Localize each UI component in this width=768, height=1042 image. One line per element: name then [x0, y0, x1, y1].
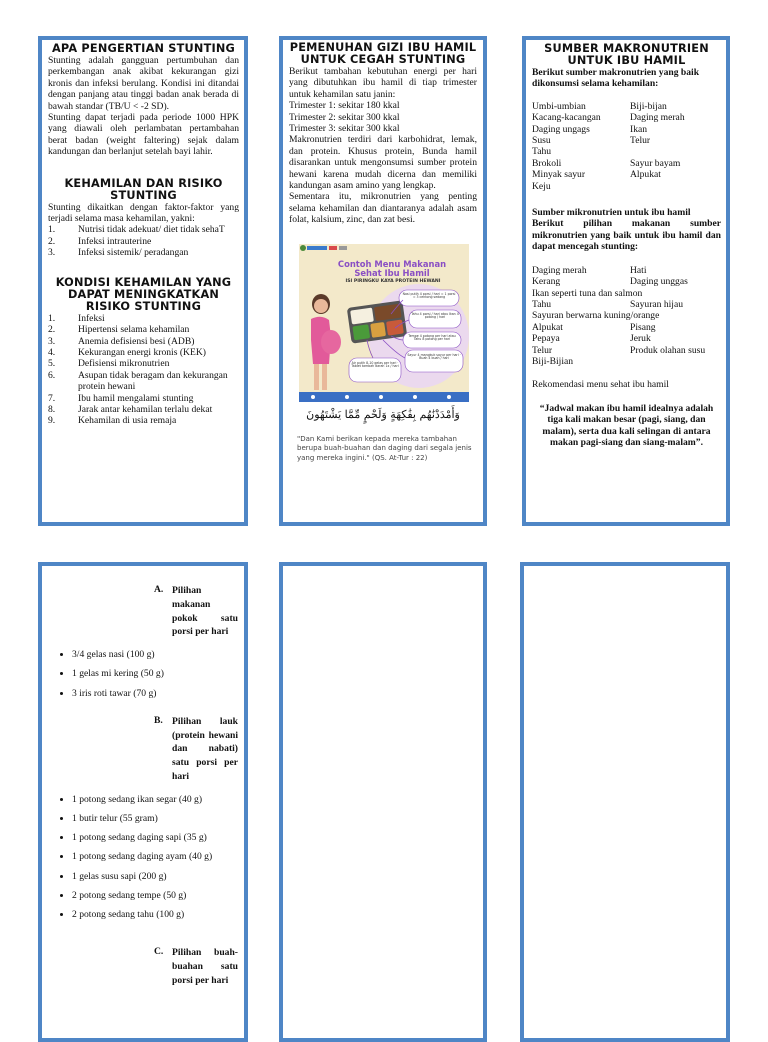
heading-kehamilan-risiko: KEHAMILAN DAN RISIKO STUNTING: [64, 176, 223, 202]
poster-title: Contoh Menu Makanan Sehat Ibu Hamil: [337, 258, 447, 278]
paragraph-definisi: Stunting adalah gangguan pertumbuhan dan perkembangan anak akibat kekurangan gizi kronis dan infeksi berulang. Kondisi ini ditandai dengan panjang atau tinggi badan anak berada di bawah standar (TB/U < -2 SD).: [48, 55, 239, 112]
verse-translation: "Dan Kami berikan kepada mereka tambahan berupa buah-buahan dan daging dari segala jenis yang mereka ingini." (QS. At-Tur : 22): [297, 434, 472, 462]
table-row: Minyak sayur Alpukat: [532, 169, 661, 181]
poster-bubble: Air putih 8-10 gelas per hari · Tablet tambah darah 1x / hari: [351, 360, 399, 369]
table-row: Brokoli Sayur bayam: [532, 157, 681, 169]
paragraph-mikronutrien: Sementara itu, mikronutrien yang penting selama kehamilan dan diantaranya adalah asam folat, kalsium, zinc, dan zat besi.: [289, 191, 477, 226]
panel-pengertian-stunting: [38, 36, 248, 526]
paragraph-1000-hpk: Stunting dapat terjadi pada periode 1000 HPK yang diawali oleh perlambatan pertambahan berat badan (weight faltering) sejak dalam kandungan dan berlanjut setelah bayi lahir.: [48, 112, 239, 158]
table-row: Daging ungags Ikan: [532, 123, 648, 135]
table-mikronutrien: [532, 265, 705, 368]
list-item: 7. Ibu hamil mengalami stunting: [48, 392, 194, 404]
list-kondisi-risiko: [48, 313, 239, 427]
table-row: Ikan seperti tuna dan salmon: [532, 287, 643, 299]
list-item: 9. Kehamilan di usia remaja: [48, 415, 177, 427]
paragraph-makro-intro: Berikut sumber makronutrien yang baik dikonsumsi selama kehamilan:: [532, 67, 700, 90]
list-item: 2. Hipertensi selama kehamilan: [48, 324, 190, 336]
table-row: Keju: [532, 180, 551, 192]
list-item: • 2 potong sedang tempe (50 g): [72, 886, 240, 905]
table-row: Sayuran berwarna kuning/orange: [532, 310, 660, 322]
section-a-heading: A. Pilihan makanan pokok satu porsi per hari: [154, 584, 238, 638]
table-row: Pepaya Jeruk: [532, 333, 651, 345]
arabic-verse: وَأَمْدَدْنَٰهُم بِفَٰكِهَةٍ وَلَحْمٍ مِّمَّا يَشْتَهُونَ: [306, 407, 460, 421]
list-item: • 3 iris roti tawar (70 g): [72, 684, 240, 703]
paragraph-faktor: Stunting dikaitkan dengan faktor-faktor yang terjadi selama masa kehamilan, yakni:: [48, 201, 239, 225]
table-row: Kacang-kacangan Daging merah: [532, 112, 685, 124]
heading-apa-pengertian: APA PENGERTIAN STUNTING: [51, 42, 236, 55]
table-row: Telur Produk olahan susu: [532, 344, 706, 356]
list-item: 1. Infeksi: [48, 312, 105, 324]
list-item: • 1 gelas susu sapi (200 g): [72, 867, 240, 886]
paragraph-makronutrien: Makronutrien terdiri dari karbohidrat, lemak, dan protein. Khusus protein, Bunda hamil disarankan untuk mengonsumsi sumber protein hewani karena mudah dicerna dan memiliki kandungan asam amino yang lengkap.: [289, 134, 477, 192]
list-item: 3. Infeksi sistemik/ peradangan: [48, 247, 189, 259]
heading-mikronutrien: Sumber mikronutrien untuk ibu hamil: [532, 207, 691, 219]
list-lauk: [48, 790, 240, 924]
list-item: • 2 potong sedang tahu (100 g): [72, 905, 240, 924]
poster-bubble: Sayur 4 mangkuk sayur per hari · Buah 4 buah / hari: [407, 352, 461, 361]
list-item: • 1 potong sedang ikan segar (40 g): [72, 790, 240, 809]
list-item: 4. Kekurangan energi kronis (KEK): [48, 346, 206, 358]
poster-menu-ibu-hamil: [299, 244, 469, 402]
poster-subtitle: ISI PIRINGKU KAYA PROTEIN HEWANI: [345, 278, 441, 284]
table-row: Alpukat Pisang: [532, 321, 656, 333]
list-item: 1. Nutrisi tidak adekuat/ diet tidak sehaT: [48, 224, 225, 236]
poster-bubble: Tempe 4 potong per hari atau Tahu 8 potong per hari: [408, 333, 456, 342]
trimester-3: Trimester 3: sekitar 300 kkal: [289, 123, 400, 135]
list-item: • 1 gelas mi kering (50 g): [72, 664, 240, 683]
poster-bubble: Nasi putih 4 porsi / hari = 1 porsi = 3 centong sedang: [402, 291, 456, 300]
list-item: • 1 potong sedang daging ayam (40 g): [72, 847, 240, 866]
paragraph-mikro-intro: Berikut pilihan makanan sumber mikronutrien yang baik untuk ibu hamil dan dapat mencegah stunting:: [532, 218, 721, 253]
list-faktor-kehamilan: [48, 224, 239, 258]
heading-kondisi-kehamilan: KONDISI KEHAMILAN YANG DAPAT MENINGKATKAN RISIKO STUNTING: [55, 275, 232, 313]
list-item: 3. Anemia defisiensi besi (ADB): [48, 335, 195, 347]
rekomendasi-label: Rekomendasi menu sehat ibu hamil: [532, 379, 669, 391]
list-item: 8. Jarak antar kehamilan terlalu dekat: [48, 403, 213, 415]
poster-bubble: Tahu 4 porsi / hari atau Ikan 4 potong / hari: [411, 311, 459, 320]
panel-empty-right: [520, 562, 730, 1042]
list-item: • 1 potong sedang daging sapi (35 g): [72, 828, 240, 847]
section-c-heading: C. Pilihan buah-buahan satu porsi per hari: [154, 946, 238, 986]
panel-pemenuhan-gizi: [279, 36, 487, 526]
trimester-2: Trimester 2: sekitar 300 kkal: [289, 111, 400, 123]
table-row: Biji-Bijian: [532, 355, 574, 367]
panel-pilihan-makanan: [38, 562, 248, 1042]
heading-sumber-makronutrien: SUMBER MAKRONUTRIEN UNTUK IBU HAMIL: [544, 42, 709, 67]
panel-empty-middle: [279, 562, 487, 1042]
panel-sumber-makronutrien: [522, 36, 730, 526]
list-item: • 3/4 gelas nasi (100 g): [72, 645, 240, 664]
table-makronutrien: [532, 101, 685, 192]
list-makanan-pokok: [48, 645, 240, 703]
table-row: Tahu: [532, 146, 552, 158]
list-item: 5. Defisiensi mikronutrien: [48, 358, 170, 370]
table-row: Tahu Sayuran hijau: [532, 298, 684, 310]
quote-jadwal-makan: “Jadwal makan ibu hamil idealnya adalah tiga kali makan besar (pagi, siang, dan malam), serta dua kali selingan di antara makan pagi-siang dan siang-malam”.: [539, 402, 714, 448]
table-row: Kerang Daging unggas: [532, 276, 688, 288]
list-item: 2. Infeksi intrauterine: [48, 235, 152, 247]
table-row: Daging merah Hati: [532, 264, 647, 276]
paragraph-energi: Berikut tambahan kebutuhan energi per hari yang dibutuhkan ibu hamil di tiap trimester untuk kehamilan satu janin:: [289, 66, 477, 100]
table-row: Susu Telur: [532, 135, 651, 147]
list-item: • 1 butir telur (55 gram): [72, 809, 240, 828]
list-item: 6. Asupan tidak beragam dan kekurangan protein hewani: [48, 369, 228, 393]
section-b-heading: B. Pilihan lauk (protein hewani dan nabati) satu porsi per hari: [154, 714, 238, 782]
trimester-1: Trimester 1: sekitar 180 kkal: [289, 100, 400, 112]
heading-pemenuhan-gizi: PEMENUHAN GIZI IBU HAMIL UNTUK CEGAH STUNTING: [289, 41, 477, 66]
table-row: Umbi-umbian Biji-bijan: [532, 100, 667, 112]
